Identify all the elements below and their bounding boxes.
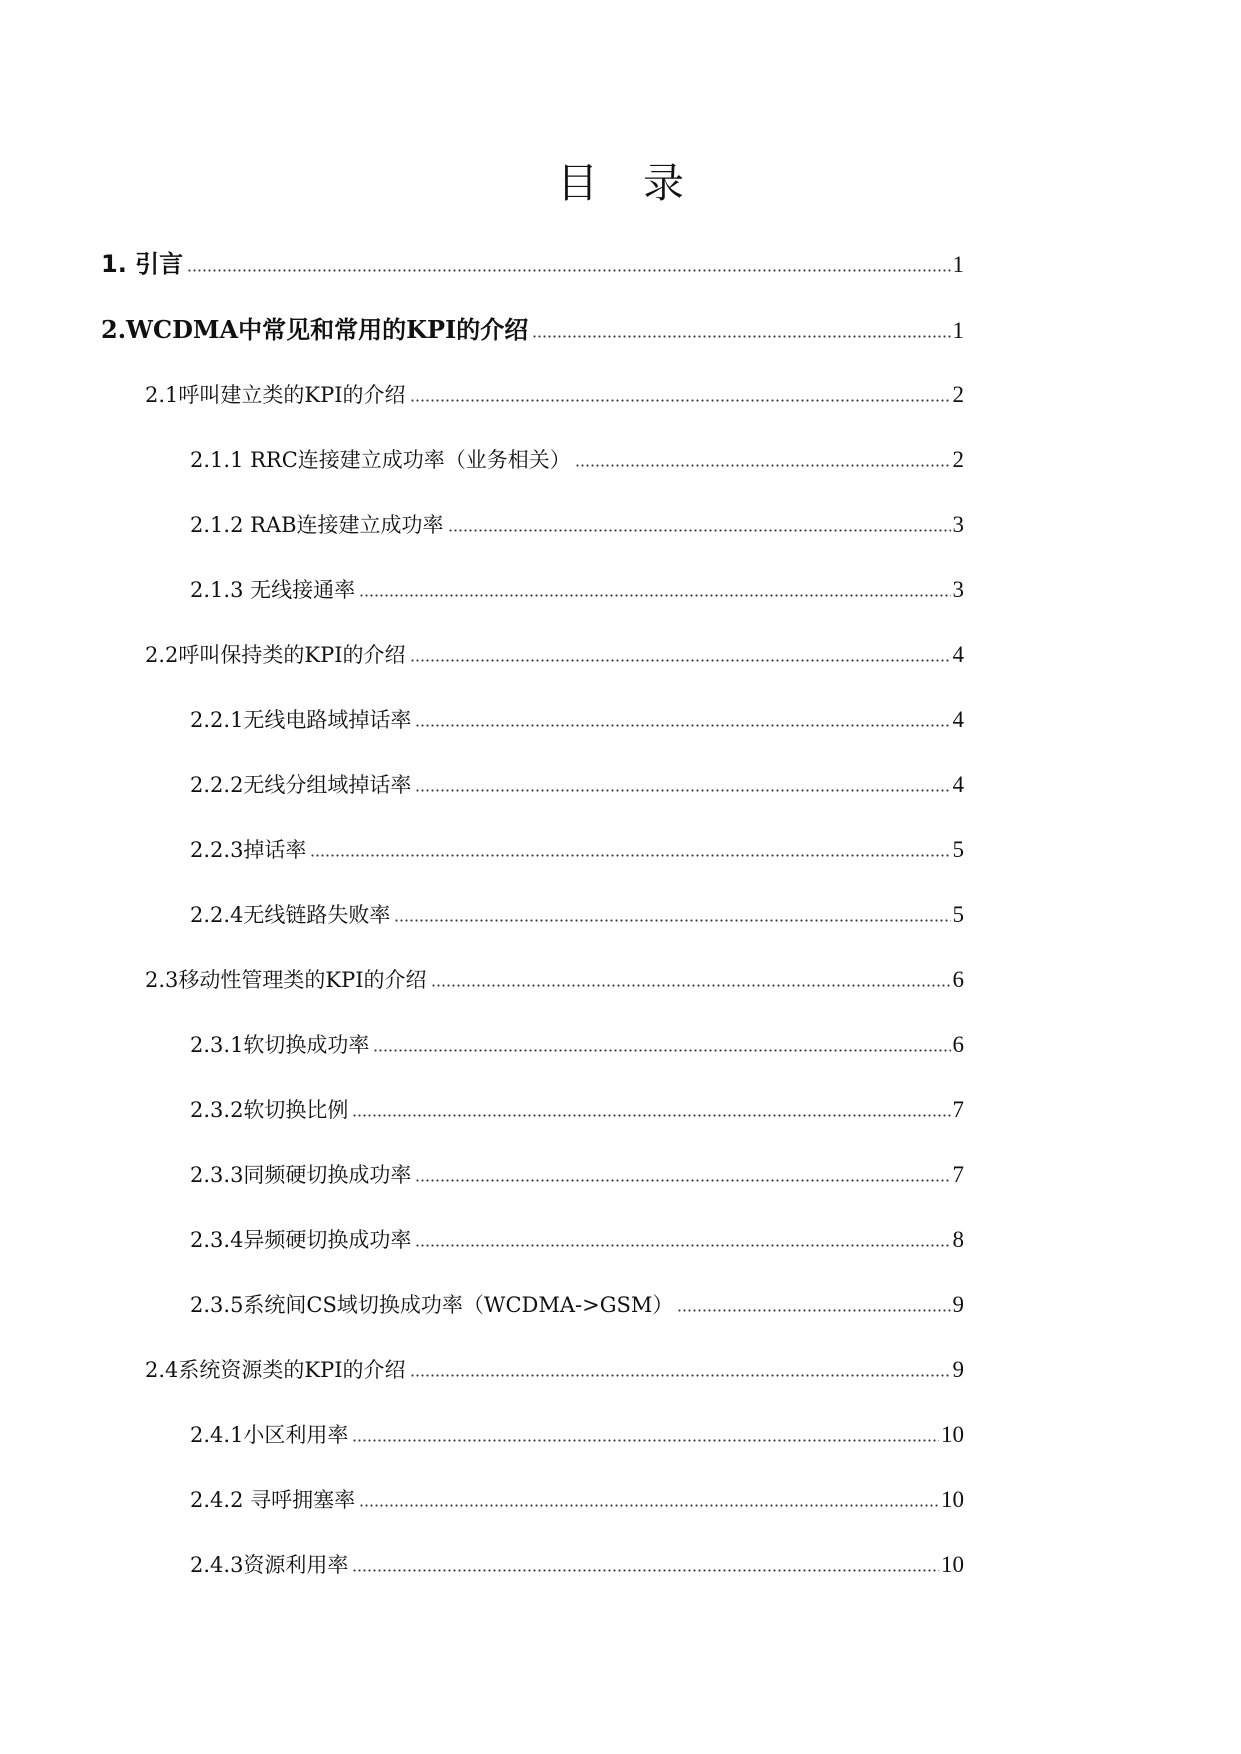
toc-page-number: 4 (952, 707, 964, 732)
toc-entry-title: 2.3.1软切换成功率 (190, 1033, 370, 1057)
toc-entry (0, 232, 964, 297)
dot-leader (360, 1504, 939, 1507)
dot-leader (411, 1374, 951, 1377)
toc-entry (0, 1207, 964, 1272)
dot-leader (188, 269, 950, 272)
toc-entry (0, 752, 964, 817)
toc-entry-title: 2.4.1小区利用率 (190, 1423, 349, 1447)
toc-page-number: 7 (952, 1097, 964, 1122)
toc-entry (0, 492, 964, 557)
toc-entry-title: 2.3.3同频硬切换成功率 (190, 1163, 412, 1187)
toc-entry-title: 2.4.2 寻呼拥塞率 (190, 1488, 356, 1512)
dot-leader (416, 1244, 950, 1247)
toc-entry (0, 1012, 964, 1077)
toc-page-number: 4 (952, 772, 964, 797)
toc-entry-title: 2.3.2软切换比例 (190, 1098, 349, 1122)
toc-entry-title: 2.2呼叫保持类的KPI的介绍 (145, 643, 406, 667)
toc-page-number: 2 (952, 382, 964, 407)
dot-leader (311, 854, 950, 857)
toc-entry-title: 2.2.1无线电路域掉话率 (190, 708, 412, 732)
dot-leader (416, 1179, 950, 1182)
dot-leader (374, 1049, 950, 1052)
toc-entry-title: 2.1.3 无线接通率 (190, 578, 356, 602)
toc-page-number: 6 (952, 1032, 964, 1057)
table-of-contents (0, 232, 964, 1597)
toc-entry-title: 2.2.4无线链路失败率 (190, 903, 391, 927)
toc-entry (0, 1532, 964, 1597)
toc-page-number: 3 (952, 577, 964, 602)
dot-leader (360, 594, 950, 597)
dot-leader (395, 919, 950, 922)
toc-entry (0, 687, 964, 752)
dot-leader (576, 464, 951, 467)
dot-leader (353, 1114, 950, 1117)
toc-entry-title: 2.3移动性管理类的KPI的介绍 (145, 968, 427, 992)
toc-page-number: 3 (952, 512, 964, 537)
toc-entry (0, 557, 964, 622)
page-title: 目 录 (556, 159, 701, 207)
toc-entry-title: 1. 引言 (101, 250, 184, 278)
dot-leader (449, 529, 951, 532)
dot-leader (411, 399, 951, 402)
toc-page-number: 10 (941, 1422, 964, 1447)
dot-leader (416, 724, 950, 727)
toc-entry (0, 882, 964, 947)
toc-entry-title: 2.4系统资源类的KPI的介绍 (145, 1358, 406, 1382)
toc-entry (0, 362, 964, 427)
toc-entry-title: 2.3.5系统间CS域切换成功率（WCDMA->GSM） (190, 1293, 674, 1317)
toc-entry-title: 2.3.4异频硬切换成功率 (190, 1228, 412, 1252)
dot-leader (533, 335, 950, 338)
dot-leader (353, 1439, 939, 1442)
toc-entry (0, 297, 964, 362)
toc-page-number: 8 (952, 1227, 964, 1252)
toc-entry (0, 1272, 964, 1337)
toc-entry (0, 817, 964, 882)
toc-page-number: 9 (952, 1292, 964, 1317)
toc-page-number: 6 (952, 967, 964, 992)
toc-entry (0, 1142, 964, 1207)
toc-page-number: 9 (952, 1357, 964, 1382)
toc-page-number: 7 (952, 1162, 964, 1187)
toc-entry (0, 1467, 964, 1532)
toc-entry-title: 2.2.3掉话率 (190, 838, 307, 862)
toc-entry-title: 2.WCDMA中常见和常用的KPI的介绍 (101, 315, 529, 344)
toc-page-number: 5 (952, 837, 964, 862)
toc-entry-title: 2.1.1 RRC连接建立成功率（业务相关） (190, 448, 571, 472)
dot-leader (432, 984, 951, 987)
toc-entry-title: 2.1呼叫建立类的KPI的介绍 (145, 383, 406, 407)
dot-leader (353, 1569, 939, 1572)
toc-entry (0, 427, 964, 492)
toc-entry (0, 622, 964, 687)
toc-entry (0, 1077, 964, 1142)
toc-page-number: 2 (952, 447, 964, 472)
toc-entry (0, 1337, 964, 1402)
toc-entry (0, 1402, 964, 1467)
toc-entry-title: 2.4.3资源利用率 (190, 1553, 349, 1577)
toc-page-number: 4 (952, 642, 964, 667)
toc-page-number: 1 (952, 252, 964, 277)
toc-page-number: 10 (941, 1552, 964, 1577)
toc-page-number: 1 (952, 318, 964, 343)
toc-page-number: 10 (941, 1487, 964, 1512)
toc-entry (0, 947, 964, 1012)
dot-leader (678, 1309, 950, 1312)
toc-entry-title: 2.2.2无线分组域掉话率 (190, 773, 412, 797)
toc-page-number: 5 (952, 902, 964, 927)
dot-leader (416, 789, 950, 792)
dot-leader (411, 659, 951, 662)
toc-entry-title: 2.1.2 RAB连接建立成功率 (190, 513, 444, 537)
